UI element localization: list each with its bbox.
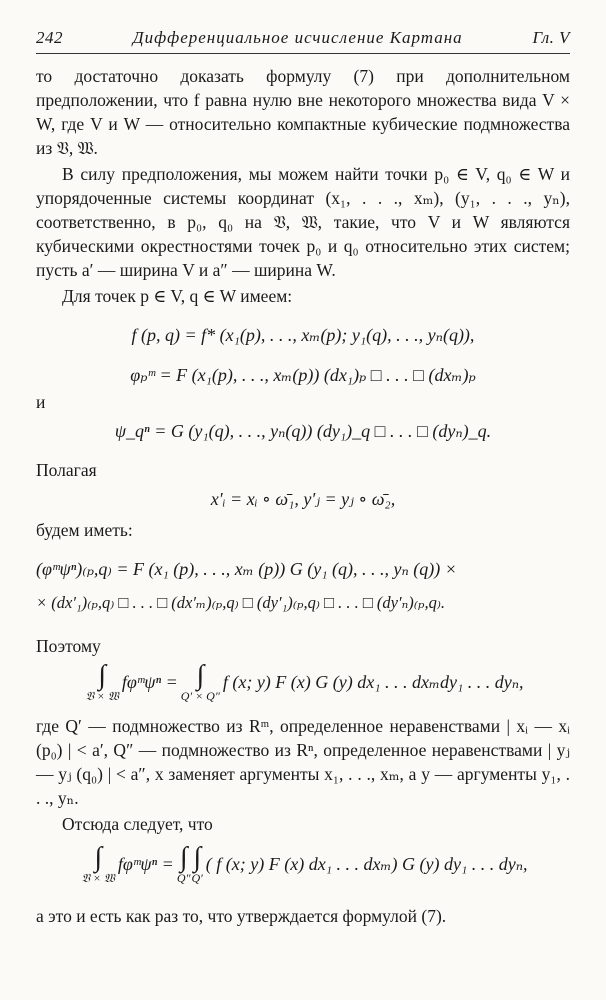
equation-6-left: fφᵐψⁿ = <box>121 671 178 692</box>
paragraph-3: Для точек p ∈ V, q ∈ W имеем: <box>62 286 293 306</box>
equation-7-right: ( f (x; y) F (x) dx₁ . . . dxₘ) G (y) dy₁ . . . dyₙ, <box>205 853 528 874</box>
page-number: 242 <box>36 28 63 47</box>
equation-2: φₚᵐ = F (x₁(p), . . ., xₘ(p)) (dx₁)ₚ □ . . . □ (dxₘ)ₚ <box>130 365 476 385</box>
equation-6-right: f (x; y) F (x) G (y) dx₁ . . . dxₘdy₁ . . . dyₙ, <box>222 671 524 692</box>
equation-7 <box>36 844 570 884</box>
integral-sign: ∫ Q″ <box>176 842 191 885</box>
word-poetomu: Поэтому <box>36 636 101 656</box>
integral-sign: ∫ 𝔙 × 𝔚 <box>85 660 119 703</box>
equation-4: x′ᵢ = xᵢ ∘ ω̄₁, y′ⱼ = yⱼ ∘ ω̄₂, <box>210 489 396 509</box>
integral-domain: Q″ <box>176 871 191 885</box>
paragraph-1: то достаточно доказать формулу (7) при дополнительном предположении, что f равна нулю вне некоторого множества вида V × W, где V и W — относительно компактные кубические подмножества из 𝔙, 𝔚. <box>36 66 570 158</box>
running-header <box>36 28 570 54</box>
integral-domain: Q′ <box>191 871 203 885</box>
integral-domain: 𝔙 × 𝔚 <box>85 689 119 703</box>
integral-sign: ∫ Q′ <box>191 842 203 885</box>
equation-7-left: fφᵐψⁿ = <box>117 853 174 874</box>
word-budem: будем иметь: <box>36 520 133 540</box>
integral-domain: 𝔙 × 𝔚 <box>81 871 115 885</box>
equation-5a: (φᵐψⁿ)₍ₚ,q₎ = F (x₁ (p), . . ., xₘ (p)) G (y₁ (q), . . ., yₙ (q)) × <box>36 559 457 579</box>
word-and: и <box>36 392 46 412</box>
word-polagaya: Полагая <box>36 460 97 480</box>
equation-5b: × (dx′₁)₍ₚ,q₎ □ . . . □ (dx′ₘ)₍ₚ,q₎ □ (dy′₁)₍ₚ,q₎ □ . . . □ (dy′ₙ)₍ₚ,q₎. <box>36 593 445 612</box>
page <box>36 28 570 928</box>
equation-6 <box>36 662 570 702</box>
paragraph-4: где Q′ — подмножество из Rᵐ, определенное неравенствами | xᵢ — xᵢ (p₀) | < a′, Q″ — подмножество из Rⁿ, определенное неравенствами | yⱼ — yⱼ (q₀) | < a″, x заменяет аргументы x₁, . . ., xₘ, а y — аргументы y₁, . . ., yₙ. <box>36 716 570 808</box>
equation-1: f (p, q) = f* (x₁(p), . . ., xₘ(p); y₁(q), . . ., yₙ(q)), <box>131 325 475 345</box>
integral-sign: ∫ 𝔙 × 𝔚 <box>81 842 115 885</box>
paragraph-5: Отсюда следует, что <box>62 814 213 834</box>
paragraph-2: В силу предположения, мы можем найти точки p₀ ∈ V, q₀ ∈ W и упорядоченные системы координат (x₁, . . ., xₘ), (y₁, . . ., yₙ), соответственно, в p₀, q₀ на 𝔙, 𝔚, такие, что V и W являются кубическими окрестностями точек p₀ и q₀ относительно этих систем; пусть a′ — ширина V и a″ — ширина W. <box>36 164 570 280</box>
running-title: Дифференциальное исчисление Картана <box>132 28 463 47</box>
integral-sign: ∫ Q′ × Q″ <box>180 660 220 703</box>
paragraph-6: а это и есть как раз то, что утверждается формулой (7). <box>36 906 447 926</box>
chapter-label: Гл. V <box>532 28 570 47</box>
integral-domain: Q′ × Q″ <box>180 689 220 703</box>
equation-3: ψ_qⁿ = G (y₁(q), . . ., yₙ(q)) (dy₁)_q □ . . . □ (dyₙ)_q. <box>114 421 492 441</box>
